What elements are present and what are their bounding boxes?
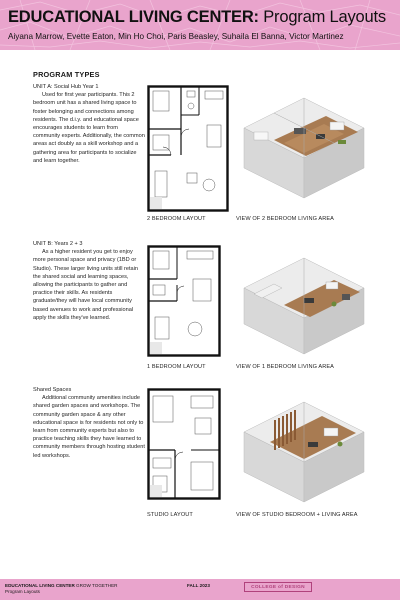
page-title-rest: Program Layouts: [258, 8, 386, 26]
unit-b-text: [33, 240, 145, 322]
studio-floor-plan: [147, 388, 221, 500]
footer-term: FALL 2023: [187, 583, 210, 588]
unit-b-body: As a higher resident you get to enjoy more personal space and privacy (1BD or Studio). These larger living units still retain the shared social and learning spaces, allowing the participants to gather and practice their skills. As residents graduate/they will have local community based avenues to work and professional apply the skills they've learned.: [33, 249, 138, 321]
studio-plan-caption: STUDIO LAYOUT: [147, 512, 193, 518]
studio-isometric-view: [234, 392, 374, 508]
footer-banner: [0, 579, 400, 600]
studio-view-caption: VIEW OF STUDIO BEDROOM + LIVING AREA: [236, 512, 358, 518]
page-title: [8, 7, 386, 27]
two-bedroom-isometric-view: [234, 88, 374, 208]
shared-spaces-heading: Shared Spaces: [33, 387, 72, 393]
one-bedroom-isometric-view: [234, 250, 374, 360]
authors-line: Aiyana Marrow, Evette Eaton, Min Ho Choi, Paris Beasley, Suhaila El Banna, Victor Martinez: [8, 32, 344, 41]
section-title: PROGRAM TYPES: [33, 70, 100, 79]
two-bedroom-plan-caption: 2 BEDROOM LAYOUT: [147, 216, 206, 222]
two-bedroom-view-caption: VIEW OF 2 BEDROOM LIVING AREA: [236, 216, 335, 222]
one-bedroom-floor-plan: [147, 245, 221, 357]
header-banner: [0, 0, 400, 50]
shared-spaces-text: [33, 386, 145, 460]
unit-a-heading: UNIT A: Social Hub Year 1: [33, 84, 99, 90]
unit-a-text: [33, 83, 145, 165]
footer-project: [5, 583, 117, 595]
footer-project-name: EDUCATIONAL LIVING CENTER: [5, 583, 75, 588]
shared-spaces-body: Additional community amenities include shared garden spaces and workshops. The community garden space & any other educational space is for residents not only to learn from community experts but also to practice teaching skills they have learned to community members through hosting student led workshops.: [33, 395, 145, 459]
footer-project-tag: GROW TOGETHER: [74, 583, 118, 588]
footer-subtitle: Program Layouts: [5, 589, 40, 594]
page-title-bold: EDUCATIONAL LIVING CENTER:: [8, 8, 259, 26]
one-bedroom-view-caption: VIEW OF 1 BEDROOM LIVING AREA: [236, 364, 335, 370]
two-bedroom-floor-plan: [147, 85, 229, 212]
unit-a-body: Used for first year participants. This 2 bedroom unit has a shared living space to foster belonging and connections among residents. The d.i.y. and educational space encourages students to learn from community experts. Additionally, the common areas act doubly as a skill workshop and a gathering area for participants to socialize and learn together.: [33, 92, 145, 164]
college-of-design-logo: COLLEGE of DESIGN: [244, 582, 312, 592]
one-bedroom-plan-caption: 1 BEDROOM LAYOUT: [147, 364, 206, 370]
unit-b-heading: UNIT B: Years 2 + 3: [33, 241, 83, 247]
